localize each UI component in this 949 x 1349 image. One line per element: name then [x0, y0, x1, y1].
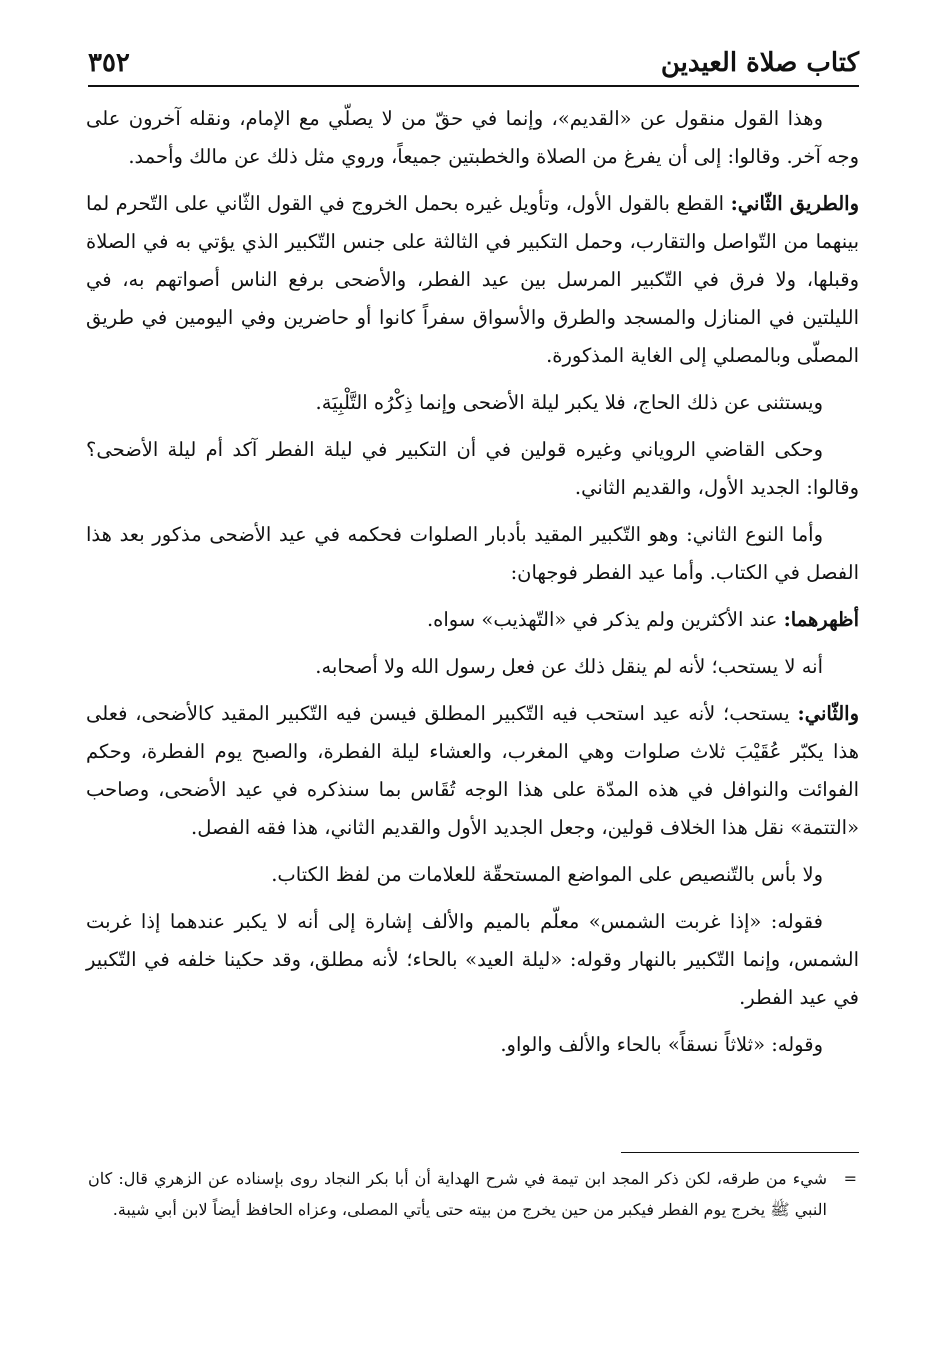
paragraph — [86, 1026, 859, 1064]
paragraph — [86, 431, 859, 507]
paragraph-text: أنه لا يستحب؛ لأنه لم ينقل ذلك عن فعل رسول الله ولا أصحابه. — [315, 655, 823, 678]
footnote-marker: = — [843, 1169, 857, 1188]
paragraph-text: عند الأكثرين ولم يذكر في «التّهذيب» سواه. — [426, 608, 784, 631]
running-header — [88, 34, 859, 78]
paragraph — [86, 384, 859, 422]
paragraph-text: ويستثنى عن ذلك الحاج، فلا يكبر ليلة الأضحى وإنما ذِكْرُه التَّلْبِيَة. — [315, 391, 823, 414]
footnote — [88, 1163, 857, 1225]
paragraph — [86, 695, 859, 847]
paragraph — [86, 185, 859, 375]
paragraph-text: وقوله: «ثلاثاً نسقاً» بالحاء والألف والواو. — [500, 1033, 823, 1056]
footnote-text: شيء من طرقه، لكن ذكر المجد ابن تيمة في شرح الهداية أن أبا بكر النجاد روى بإسناده عن الزهري قال: كان النبي ﷺ يخرج يوم الفطر فيكبر من حين يخرج من بيته حتى يأتي المصلى، وعزاه الحافظ أيضاً لابن أبي شيبة. — [88, 1169, 827, 1219]
paragraph-lead: والطريق الثّاني: — [730, 192, 859, 215]
book-title: كتاب صلاة العيدين — [660, 48, 859, 78]
paragraph — [86, 601, 859, 639]
footnote-entry — [88, 1163, 857, 1225]
paragraph-lead: والثّاني: — [797, 702, 859, 725]
paragraph-lead: أظهرهما: — [783, 608, 859, 631]
main-text — [86, 100, 859, 1073]
paragraph-text: وهذا القول منقول عن «القديم»، وإنما في حقّ من لا يصلّي مع الإمام، ونقله آخرون على وجه آخر. وقالوا: إلى أن يفرغ من الصلاة والخطبتين جميعاً، وروي مثل ذلك عن مالك وأحمد. — [86, 107, 859, 168]
page-number: ٣٥٢ — [88, 48, 130, 78]
paragraph — [86, 648, 859, 686]
footnote-rule — [621, 1152, 859, 1153]
paragraph — [86, 903, 859, 1017]
paragraph-text: القطع بالقول الأول، وتأويل غيره بحمل الخروج في القول الثّاني على التّحرم لما بينهما من التّواصل والتقارب، وحمل التكبير في الثالثة على جنس التّكبير الذي يؤتي به في الصلاة وقبلها، ولا فرق في التّكبير المرسل بين عيد الفطر، والأضحى برفع الناس أصواتهم به، في الليلتين في المنازل والمسجد والطرق والأسواق سفراً كانوا أو حاضرين وفي اليومين في طريق المصلّى وبالمصلي إلى الغاية المذكورة. — [86, 192, 859, 367]
paragraph-text: وأما النوع الثاني: وهو التّكبير المقيد بأدبار الصلوات فحكمه في عيد الأضحى مذكور بعد هذا الفصل في الكتاب. وأما عيد الفطر فوجهان: — [86, 523, 859, 584]
paragraph-text: وحكى القاضي الروياني وغيره قولين في أن التكبير في ليلة الفطر آكد أم ليلة الأضحى؟ وقالوا: الجديد الأول، والقديم الثاني. — [86, 438, 859, 499]
paragraph-text: ولا بأس بالتّنصيص على المواضع المستحقّة للعلامات من لفظ الكتاب. — [271, 863, 823, 886]
paragraph — [86, 100, 859, 176]
paragraph-text: يستحب؛ لأنه عيد استحب فيه التّكبير المطلق فيسن فيه التّكبير المقيد كالأضحى، فعلى هذا يكبّر عُقَيْبَ ثلاث صلوات وهي المغرب، والعشاء ليلة الفطرة، والصبح يوم الفطرة، وحكم الفوائت والنوافل في هذه المدّة على هذا الوجه تُقَاس بما سنذكره في عيد الأضحى، وصاحب «التتمة» نقل هذا الخلاف قولين، وجعل الجديد الأول والقديم الثاني، هذا فقه الفصل. — [86, 702, 859, 839]
header-rule — [88, 85, 859, 87]
paragraph — [86, 516, 859, 592]
paragraph-text: فقوله: «إذا غربت الشمس» معلّم بالميم والألف إشارة إلى أنه لا يكبر عندهما إذا غربت الشمس، وإنما التّكبير بالنهار وقوله: «ليلة العيد» بالحاء؛ لأنه مطلق، وقد حكينا خلفه في التّكبير في عيد الفطر. — [86, 910, 859, 1009]
paragraph — [86, 856, 859, 894]
